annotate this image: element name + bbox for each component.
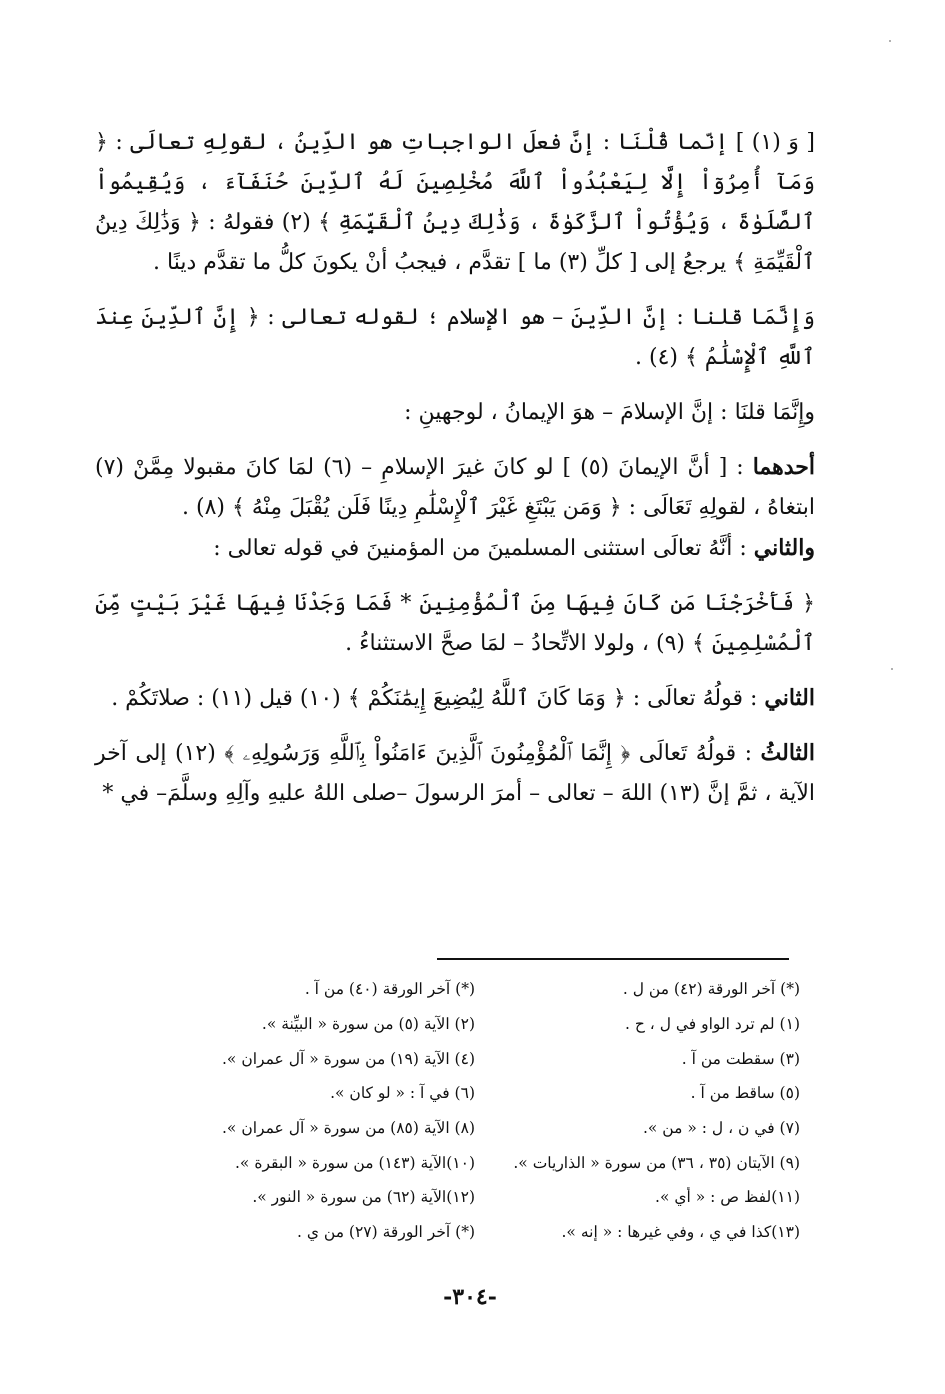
footnote: (*) آخر الورقة (٤٠) من آ . bbox=[304, 980, 475, 999]
footnote-row bbox=[150, 1180, 800, 1215]
paragraph-4 bbox=[95, 447, 815, 528]
footnote-row bbox=[150, 1076, 800, 1111]
footnotes bbox=[150, 972, 800, 1250]
footnote: (*) آخر الورقة (٢٧) من ي . bbox=[296, 1223, 475, 1242]
footnote: (٨) الآية (٨٥) من سورة « آل عمران ». bbox=[222, 1119, 475, 1138]
footnote: (١٣)كذا في ي ، وفي غيرها : « إنه ». bbox=[561, 1223, 800, 1242]
footnote: (١١)لفظ ص : « أي ». bbox=[655, 1188, 800, 1207]
page-number: -٣٠٤- bbox=[443, 1284, 497, 1310]
paragraph-1 bbox=[95, 122, 815, 283]
paragraph-text: : أنَّهُ تعالَى استثنى المسلمينَ من المؤمنينَ في قوله تعالى : bbox=[213, 536, 754, 561]
main-text bbox=[95, 122, 815, 828]
scan-speck bbox=[889, 40, 891, 42]
paragraph-5 bbox=[95, 528, 815, 569]
footnote: (٣) سقطت من آ . bbox=[681, 1049, 800, 1068]
paragraph-3 bbox=[95, 392, 815, 433]
footnote-row bbox=[150, 1215, 800, 1250]
paragraph-7 bbox=[95, 678, 815, 719]
footnote: (٥) ساقط من آ . bbox=[690, 1084, 800, 1103]
footnote: (١٢)الآية (٦٢) من سورة « النور ». bbox=[252, 1188, 475, 1207]
paragraph-lead: أحدهما bbox=[752, 454, 815, 480]
paragraph-text: وإِنَّمَا قلنَا : إنَّ الإسلامَ – هوَ الإيمانُ ، لوجهينِ : bbox=[404, 400, 815, 425]
footnote-row bbox=[150, 1111, 800, 1146]
paragraph-2 bbox=[95, 297, 815, 378]
paragraph-lead: الثاني bbox=[764, 685, 815, 711]
footnote-row bbox=[150, 1145, 800, 1180]
footnote: (*) آخر الورقة (٤٢) من ل . bbox=[622, 980, 800, 999]
footnote: (٤) الآية (١٩) من سورة « آل عمران ». bbox=[222, 1049, 475, 1068]
paragraph-lead: والثاني bbox=[753, 535, 815, 561]
paragraph-text: : قولُهُ تَعالَى ﴿ إِنَّمَا ٱلْمُؤْمِنُونَ ٱلَّذِينَ ءَامَنُواْ بِٱللَّهِ وَرَسُولِهِۦ ﴾ (١٢) إلى آخر الآية ، ثمَّ إنَّ (١٣) اللهَ – تعالى – أمرَ الرسولَ –صلى اللهُ عليهِ وآلِهِ وسلَّمَ– في * bbox=[95, 741, 815, 806]
paragraph-text: ﴿ فَأَخْرَجْنَا مَن كَانَ فِيهَا مِنَ ٱلْمُؤْمِنِينَ * فَمَا وَجَدْنَا فِيهَا غَيْرَ بَيْتٍ مِّنَ ٱلْمُسْلِمِينَ ﴾ (٩) ، ولولا الاتِّحادُ – لمَا صحَّ الاستثناءُ . bbox=[95, 591, 815, 656]
footnote: (٩) الآيتان (٣٥ ، ٣٦) من سورة « الذاريات ». bbox=[513, 1153, 800, 1172]
paragraph-text: [ وَ (١) ] إنّما قُلْنَا : إنَّ فعلَ الواجباتِ هو الدِّينُ ، لقولِهِ تعالَى : ﴿ وَمَآ أُمِرُوٓاْ إِلَّا لِيَعْبُدُواْ ٱللَّهَ مُخْلِصِينَ لَهُ ٱلدِّينَ حُنَفَآءَ ، وَيُقِيمُواْ ٱلصَّلَوٰةَ ، وَيُؤْتُواْ ٱلزَّكَوٰةَ ، وَذَٰلِكَ دِينُ ٱلْقَيِّمَةِ ﴾ (٢) فقولهُ : ﴿ وَذَٰلِكَ دِينُ ٱلْقَيِّمَةِ ﴾ يرجعُ إلى [ كلِّ (٣) ما ] تقدَّم ، فيجبُ أنْ يكونَ كلُّ ما تقدَّم دينًا . bbox=[95, 130, 815, 275]
paragraph-8 bbox=[95, 733, 815, 814]
paragraph-text: : قولُهُ تعالَى : ﴿ وَمَا كَانَ ٱللَّهُ لِيُضِيعَ إِيمَٰنَكُمْ ﴾ (١٠) قيل (١١) : صلاتَكُمْ . bbox=[111, 686, 765, 711]
paragraph-6 bbox=[95, 583, 815, 664]
paragraph-text: : [ أنَّ الإيمانَ (٥) ] لو كانَ غيرَ الإسلامِ – (٦) لمَا كانَ مقبولا مِمَّنْ (٧) ابتغاهُ ، لقولِهِ تَعَالَى : ﴿ وَمَن يَبْتَغِ غَيْرَ ٱلْإِسْلَٰمِ دِينًا فَلَن يُقْبَلَ مِنْهُ ﴾ (٨) . bbox=[95, 455, 815, 520]
footnote-row bbox=[150, 1007, 800, 1042]
footnote: (١) لم ترد الواو في ل ، ح . bbox=[624, 1015, 800, 1034]
footnote: (٢) الآية (٥) من سورة « البيِّنة ». bbox=[261, 1015, 475, 1034]
paragraph-lead: الثالثُ bbox=[760, 740, 815, 766]
footnote: (١٠)الآية (١٤٣) من سورة « البقرة ». bbox=[235, 1153, 475, 1172]
footnote-separator bbox=[437, 958, 789, 960]
footnote: (٧) في ن ، ل : « من ». bbox=[642, 1119, 800, 1138]
footnote-row bbox=[150, 972, 800, 1007]
paragraph-text: وَإِنَّمَا قلنا : إنَّ الدِّينَ – هو الإسلام ؛ لقوله تعالى : ﴿ إِنَّ ٱلدِّينَ عِندَ ٱللَّهِ ٱلْإِسْلَٰمُ ﴾ (٤) . bbox=[95, 305, 815, 370]
scan-speck bbox=[891, 668, 893, 670]
footnote-row bbox=[150, 1041, 800, 1076]
footnote: (٦) في آ : « لو كان ». bbox=[330, 1084, 475, 1103]
